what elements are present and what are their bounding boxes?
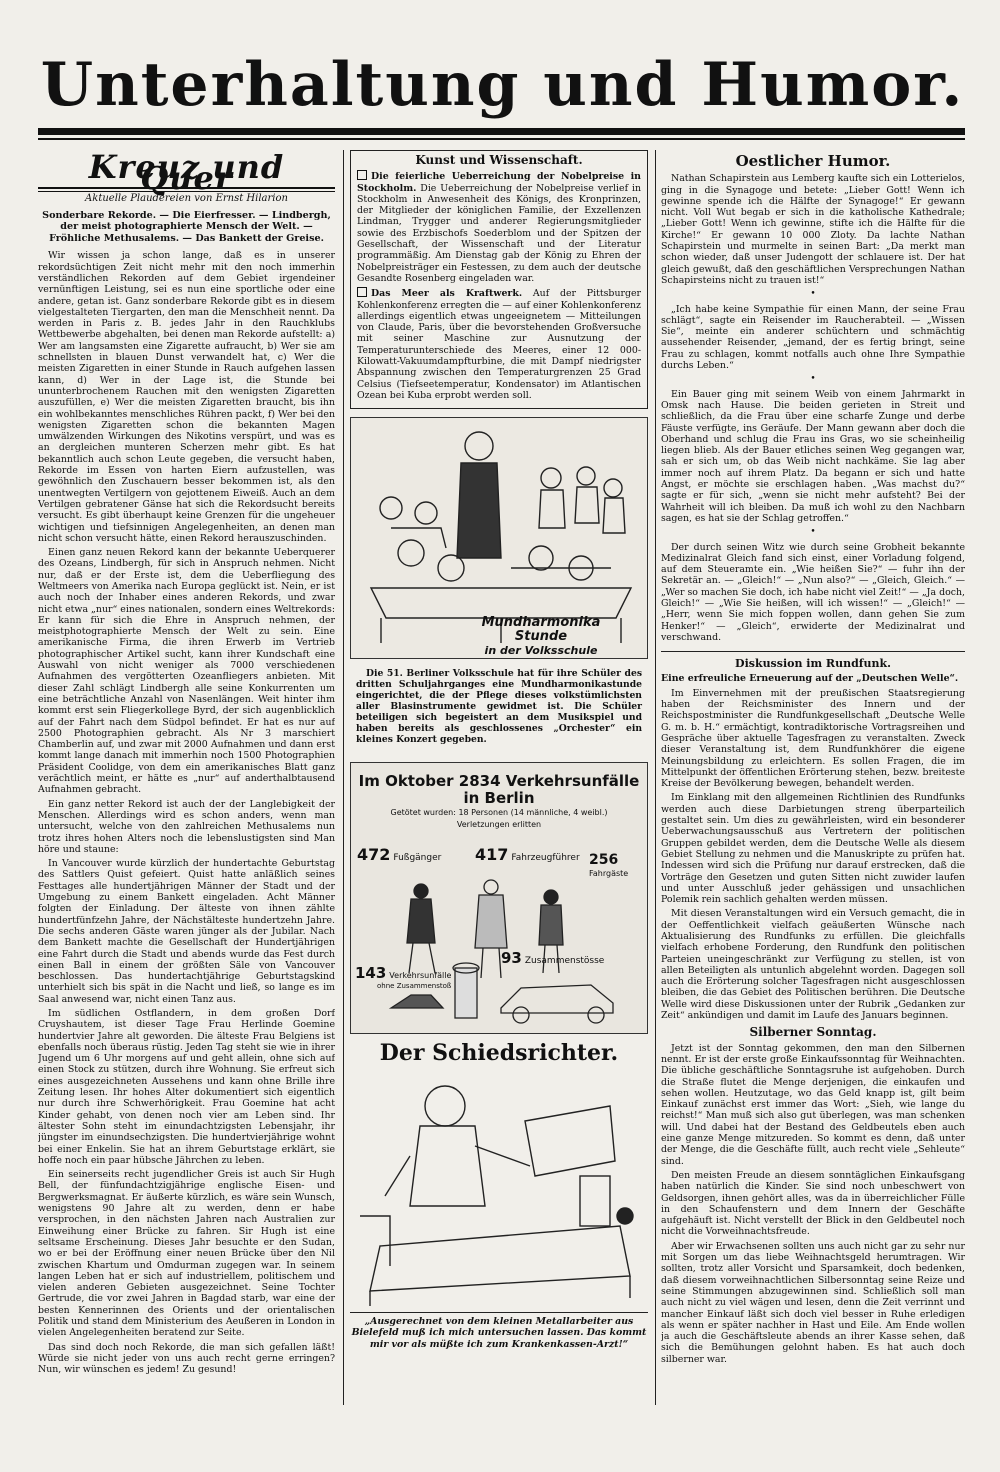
pedestrians-label: Fußgänger [393,853,442,864]
news-item-title: Die feierliche Ueberreichung der Nobelpreise in Stockholm. [357,171,641,194]
stats-title: Im Oktober 2834 Verkehrsunfälle [358,772,640,791]
title-rule-thin [38,138,965,140]
column-divider [343,150,344,1405]
paragraph: Mit diesen Veranstaltungen wird ein Versuch gemacht, die in der Oeffentlichkeit vielfach geäußerten Wünsche nach Aktualisierung des Rundfunks zu erfüllen. Die gleichfalls vielfach erhobene Forderung, den Rundfunk den politischen Parteien uneingeschränkt zur Verfügung zu stellen, ist von allen Beteiligten als untunlich abgelehnt worden. Dagegen soll auch die Erörterung solcher Tagesfragen nicht ausgeschlossen bleiben, die das Gebiet des Politischen berühren. Die Deutsche Welle wird diese Diskussionen unter der Rubrik „Gedanken zur Zeit“ ankündigen und damit im Laufe des Januars beginnen. [661,908,965,1022]
traffic-statistics-graphic [350,762,648,1034]
paragraph: Im Einvernehmen mit der preußischen Staatsregierung haben der Reichsminister des Innern und der Reichspostminister die Rundfunkgesellschaft „Deutsche Welle G. m. b. H.“ ermächtigt, kontradiktorische Vortragsreihen und Gespräche über aktuelle Tagesfragen zu veranstalten. Zweck dieser Veranstaltung ist, dem Rundfunkhörer die eigene Meinungsbildung zu erleichtern. Es sollen Fragen, die im Mittelpunkt der öffentlichen Erörterung stehen, bezw. breiteste Kreise der Bevölkerung bewegen, behandelt werden. [661,687,965,790]
paragraph: Jetzt ist der Sonntag gekommen, den man den Silbernen nennt. Er ist der erste große Einkaufssonntag für Weihnachten. Die übliche geschäftliche Sonntagsruhe ist aufgehoben. Durch die Straße flutet die Menge derjenigen, die einkaufen und sehen wollen. Heutzutage, wo das Geld knapp ist, gilt beim Einkauf zunächst erst immer das Wort: „Sieh, wie lange du reichst!“ Man muß sich also gut überlegen, was man schenken will. Und dabei hat der Bestand des Geldbeutels eben auch eine ganze Menge mitzureden. So kommt es denn, daß unter der Menge, die die Geschäfte füllt, auch recht viele „Sehleute“ sind. [661,1042,965,1167]
separator: • [810,527,816,538]
paragraph: Ein Bauer ging mit seinem Weib von einem Jahrmarkt in Omsk nach Hause. Die beiden gerieten in Streit und schließlich, da die Frau über eine scharfe Zunge und derbe Fäuste verfügte, ins Geräufe. Der Mann gewann aber doch die Oberhand und schlug die Frau ins Gras, wo sie scheinheilig liegen blieb. Als der Bauer etliches seinen Weg gegangen war, sah er sich um, ob das Weib nicht nachkäme. Sie lag aber immer noch auf ihrem Platz. Da begann er sich und hatte Angst, er möchte sie erschlagen haben. „Was machst du?“ sagte er für sich, „wenn sie nicht mehr aufsteht? Bei der Wahrheit will ich bleiben. Da muß ich wohl zu den Nachbarn sagen, es hat sie der Schlag getroffen.“ [661,388,965,524]
column-byline: Aktuelle Plaudereien von Ernst Hilarion [38,191,335,204]
lead-text: Eine erfreuliche Erneuerung auf der „Deutschen Welle“. [661,673,959,685]
checkbox-icon [357,287,367,297]
paragraph: Wir wissen ja schon lange, daß es in unserer rekordsüchtigen Zeit nicht mehr mit den noch immerhin verständlichen Rekorden auf dem Gebiet irgendeiner vernünftigen Leistung, sei es nun eine sportliche oder eine andere, getan ist. Ganz sonderbare Rekorde gibt es in diesem vielgestalteten Tiergarten, den man die Menschheit nennt. Da werden in Paris z. B. jedes Jahr in den Rauchklubs Wettbewerbe abgehalten, bei denen man Rekorde aufstellt: a) Wer am langsamsten eine Zigarette aufraucht, b) Wer sie am schnellsten in blauen Dunst verwandelt hat, c) Wer die meisten Zigaretten in einer Stunde in Rauch aufgehen lassen kann, d) Wer in der Lage ist, die Stunde bei ununterbrochenem Rauchen mit den wenigsten Zigaretten auszufüllen, e) Wer die meisten Zigaretten braucht, bis ihn ein wohlbekanntes menschliches Rühren packt, f) Wer bei den wenigsten Zigaretten schon die bekannten Magen umwälzenden Wirkungen des Nikotins verspürt, und was es an dergleichen munteren Scherzen mehr gibt. Es hat bekanntlich auch schon Leute gegeben, die versucht haben, Rekorde im Essen von harten Eiern aufzustellen, was gewöhnlich den Zuschauern besser bekommen ist, als den unentwegten Vertilgern von gejottenem Eiweiß. Auch an dem Vertilgen gebratener Gänse hat sich die Rekordsucht bereits versucht. Es gibt überhaupt keine Grenzen für die ungeheuer wichtigen und tiefsinnigen Angelegenheiten, an denen man nicht schon versucht hätte, einen Rekord herauszuschinden. [38,250,335,544]
news-item-text: Auf der Pittsburger Kohlenkonferenz erregten die — auf einer Kohlenkonferenz allerdings eigentlich etwas ungeeignetem — Mitteilungen von Claude, Paris, über die bevorstehenden Großversuche mit seiner Maschine zur Ausnutzung der Temperaturunterschiede des Meeres, einer 12 000-Kilowatt-Vakuumdampfturbine, die mit Dampf niedrigster Abspannung zwischen den Temperaturgrenzen 25 Grad Celsius (Tiefseetemperatur, Kondensator) im Atlantischen Ozean bei Kuba erprobt werden soll. [357,288,641,401]
column-divider [655,150,656,1405]
paragraph: Aber wir Erwachsenen sollten uns auch nicht gar zu sehr nur mit Sorgen um das liebe Weihnachtsgeld herumtragen. Wir sollten, trotz aller Vorsicht und Sparsamkeit, doch bedenken, daß diesem vorweihnachtlichen Silbersonntag seine Reize und seine Stimmungen abzugewinnen sind. Schließlich soll man auch nicht zu viel wägen und lesen, denn die Zeit verrinnt und mancher Einkauf läßt sich doch viel besser in Ruhe erledigen als wenn er später nachher in Hast und Eile. Am Ende wollen ja auch die Geschäftsleute abends an ihrer Kasse sehen, daß sich die Bemühungen gelohnt haben. Es hat auch doch silberner war. [661,1240,965,1365]
column-left [38,150,335,1410]
column-middle [350,150,648,1410]
paragraph: Nathan Schapirstein aus Lemberg kaufte sich ein Lotterielos, ging in die Synagoge und betete: „Lieber Gott! Wenn ich gewinne spende ich die Hälfte der Synagoge!“ Er gewann nicht. Voll Wut begab er sich in die katholische Kathedrale; „Lieber Gott! Wenn ich gewinne, stifte ich die Hälfte für die Kirche!“ Er gewann 10 000 Zloty. Da lachte Nathan Schapirstein und murmelte in seinen Bart: „Da merkt man schon wieder, daß unser Judengott der schlauere ist. Der hat gleich gewußt, daß den geschäftlichen Versprechungen Nathan Schapirsteins nicht zu trauen ist!“ [661,173,965,286]
paragraph: Im Einklang mit den allgemeinen Richtlinien des Rundfunks werden auch diese Darbietungen streng überparteilich gestaltet sein. Um dies zu gewährleisten, wird ein besonderer Ueberwachungsausschuß aus Vertretern der politischen Gruppen gebildet werden, dem die Deutsche Welle als diesem Gebiet Stellung zu nehmen und die Manuskripte zu prüfen hat. Indessen wird sich die Prüfung nur darauf erstrecken, daß die Vorträge den Gesetzen und guten Sitten nicht zuwider laufen und unter Ausschluß jeder gehässigen und unsachlichen Polemik rein sachlich gehalten werden müssen. [661,792,965,906]
harmonica-photo [350,417,648,659]
accidents-count: 143 [355,964,387,983]
paragraph: Im südlichen Ostflandern, in dem großen Dorf Cruyshautem, ist dieser Tage Frau Herlinde Goemine hundertvier Jahre alt geworden. Die älteste Frau Belgiens ist ebenfalls noch überaus rüstig. Jeden Tag steht sie wie in ihrer Jugend um 6 Uhr morgens auf und geht allein, ohne sich auf einen Stock zu stützen, durch ihre Wohnung. Sie erfreut sich eines ausgezeichneten Aussehens und kann ohne Brille ihre Zeitung lesen. Ihr hohes Alter dokumentiert sich eigentlich nur durch ihre Schwerhörigkeit. Frau Goemine hat acht Kinder gehabt, von denen noch vier am Leben sind. Ihr ältester Sohn steht im einundachtzigsten Lebensjahr, ihr jüngster im einundsechzigsten. Die hundertvierjährige wohnt bei einer Enkelin. Sie hat an ihrem Geburtstage erklärt, sie hoffe noch ein paar hübsche Jährchen zu leben. [38,1007,335,1166]
stats-injured: Verletzungen erlitten [456,819,542,829]
news-item [357,287,641,401]
accidents-label: Verkehrsunfälle [389,971,452,981]
collisions-label: Zusammenstösse [524,956,605,967]
separator: • [810,374,816,385]
separator: • [810,289,816,300]
news-item [357,170,641,284]
paragraph: Den meisten Freude an diesem sonntäglichen Einkaufsgang haben natürlich die Kinder. Sie sind noch unbeschwert von Geldsorgen, ihnen gehört alles, was da in überreichlicher Fülle in den Schaufenstern und dem Innern der Geschäfte aufgehäuft ist. Nicht verstellt der Blick in den Geldbeutel noch nicht die Vorweihnachtsfreude. [661,1169,965,1238]
title-rule-thick [38,128,965,135]
section-heading: Diskussion im Rundfunk. [735,657,891,671]
comic-illustration-frame [350,1066,648,1306]
section-heading: Silberner Sonntag. [749,1025,877,1040]
stats-title: in Berlin [463,789,535,808]
checkbox-icon [357,170,367,180]
paragraph: Das sind doch noch Rekorde, die man sich gefallen läßt! Würde sie nicht jeder von uns auch recht gerne erringen? Nun, wir wünschen es jedem! Zu gesund! [38,1341,335,1376]
passengers-label: Fahrgäste [589,868,629,878]
drivers-label: Fahrzeugführer [511,853,580,864]
accidents-sublabel: ohne Zusammenstoß [377,982,452,991]
article-subtitle: Sonderbare Rekorde. — Die Eierfresser. — Lindbergh, der meist photographierte Mensch der Welt. — Fröhliche Methusalems. — Das Bankett der Greise. [42,209,331,244]
photo-caption: Die 51. Berliner Volksschule hat für ihre Schüler des dritten Schuljahrganges eine Mundharmonikastunde eingerichtet, die der Pflege dieses volkstümlichsten aller Blasinstrumente gewidmet ist. Die Schüler beteiligen sich begeistert an dem Musikspiel und haben bereits als geschlossenes „Orchester“ ein kleines Konzert gegeben. [356,668,642,746]
photo-label: in der Volksschule [484,644,598,658]
comic-illustration [350,1066,646,1306]
drivers-count: 417 [475,845,509,865]
paragraph: Der durch seinen Witz wie durch seine Grobheit bekannte Medizinalrat Gleich fand sich einst, einer Vorladung folgend, auf dem Steueramte ein. „Wie heißen Sie?“ — fuhr ihn der Sekretär an. — „Gleich!“ — „Nun also?“ — „Gleich, Gleich.“ — „Wer so machen Sie doch, ich habe nicht viel Zeit!“ — „Ja doch, Gleich!“ — „Wie Sie heißen, will ich wissen!“ — „Gleich!“ — „Herr, wenn Sie mich foppen wollen, dann gehen Sie zum Henker!“ — „Gleich“, erwiderte der Medizinalrat und verschwand. [661,541,965,643]
paragraph: Einen ganz neuen Rekord kann der bekannte Ueberquerer des Ozeans, Lindbergh, für sich in Anspruch nehmen. Nicht nur, daß er der Erste ist, dem die Ueberfliegung des Weltmeers von Amerika nach Europa geglückt ist. Nein, er ist auch noch der Inhaber eines anderen Rekords, und zwar nicht etwa „nur“ eines nationalen, sondern eines Weltrekords: Er kann für sich die Ehre in Anspruch nehmen, der meistphotographierte Mensch der Welt zu sein. Eine amerikanische Firma, die ihren Erwerb im Vertrieb photographischer Artikel sucht, kann ihrer Kundschaft eine Auswahl von nicht weniger als 7000 verschiedenen Aufnahmen des vergötterten Ozeanfliegers anbieten. Mit dieser Zahl schlägt Lindbergh alle seine Konkurrenten um eine beträchtliche Anzahl von Nasenlängen. Weit hinter ihm kommt erst sein Fliegerkollege Byrd, der sich augenblicklich auf der Fahrt nach dem Südpol befindet. Er hat es nur auf 2500 Photographien gebracht. Als Nr 3 marschiert Chamberlin auf, und zwar mit 2000 Aufnahmen und dann erst kommt lange danach mit immerhin noch 1500 Photographien Präsident Coolidge, von dem ein amerikanisches Blatt ganz verächtlich meint, er hätte es „nur“ auf anderthalbtausend Aufnahmen gebracht. [38,547,335,796]
paragraph: Ein ganz netter Rekord ist auch der der Langlebigkeit der Menschen. Allerdings wird es schon anders, wenn man untersucht, welche von den zahlreichen Methusalems nun trotz ihres hohen Alters noch die lebenslustigsten sind Man höre und staune: [38,798,335,855]
column-right [661,150,965,1410]
paragraph: Ein seinerseits recht jugendlicher Greis ist auch Sir Hugh Bell, der fünfundachtzigjährige englische Eisen- und Bergwerksmagnat. Er äußerte kürzlich, es wäre sein Wunsch, wenigstens 90 Jahre alt zu werden, denn er habe versprochen, in den nächsten Jahren nach Australien zur Einweihung einer Brücke zu fahren. Sir Hugh ist eine seltsame Erscheinung. Dieses Jahr besuchte er den Sudan, wo er bei der Eröffnung einer neuen Brücke über den Nil zwischen Khartum und Omdurman zugegen war. In seinem langen Leben hat er sich auf industriellem, politischem und vielen anderen Gebieten ausgezeichnet. Seine Tochter Gertrude, die vor zwei Jahren in Bagdad starb, war eine der besten Kennerinnen des Orients und der orientalischen Politik und stand dem Ministerium des Aeußeren in London in vielen Angelegenheiten beratend zur Seite. [38,1169,335,1339]
news-item-text: Die Ueberreichung der Nobelpreise verlief in Stockholm in Anwesenheit des Königs, des Kronprinzen, der Mitglieder der königlichen Familie, der Exzellenzen Lindman, Trygger und anderer Regierungsmitglieder sowie des Erzbischofs Soederblom und der Spitzen der Gesellschaft, der Wissenschaft und der Literatur programmäßig. Am Dienstag gab der König zu Ehren der Nobelpreisträger ein Festessen, zu dem auch der deutsche Gesandte Rosenberg eingeladen war. [357,182,641,284]
passengers-count: 256 [589,852,619,869]
column-logo: Kreuz und Quer [38,162,335,189]
pedestrians-count: 472 [357,845,391,865]
page-title: Unterhaltung und Humor. [40,50,965,120]
collisions-count: 93 [501,949,522,968]
photo-label: Mundharmonika Stunde [481,615,601,645]
stats-killed: Getötet wurden: 18 Personen (14 männliche, 4 weibl.) [390,808,608,818]
news-item-title: Das Meer als Kraftwerk. [371,288,523,300]
paragraph: In Vancouver wurde kürzlich der hundertachte Geburtstag des Sattlers Quist gefeiert. Quist hatte anläßlich seines Festtages alle hundertjährigen Männer der Stadt und der Umgebung zu einem Bankett eingeladen. Acht Männer folgten der Einladung. Der älteste von ihnen zählte hundertfünfzehn Jahre, der Nächstälteste hundertzehn Jahre. Die sechs anderen Gäste waren jünger als der Jubilar. Nach dem Bankett machte die Gesellschaft der Hundertjährigen eine Fahrt durch die Stadt und abends wurde das Fest durch einen Ball in einem der größten Säle von Vancouver beschlossen. Das hundertachtjährige Geburtstagskind unterhielt sich bis spät in die Nacht und ließ, so lange es im Saal anwesend war, nicht einen Tanz aus. [38,858,335,1005]
comic-title: Der Schiedsrichter. [379,1040,619,1067]
section-divider [661,651,965,652]
section-heading: Oestlicher Humor. [735,152,891,170]
paragraph: „Ich habe keine Sympathie für einen Mann, der seine Frau schlägt“, sagte ein Reisender im Raucherabteil. — „Wissen Sie“, meinte ein anderer schüchtern und schmächtig aussehender Reisender, „jemand, der es fertig bringt, seine Frau zu schlagen, kommt notfalls auch ohne Ihre Sympathie durchs Leben.“ [661,303,965,372]
science-box [350,150,648,409]
section-heading: Kunst und Wissenschaft. [415,153,583,167]
comic-caption: „Ausgerechnet von dem kleinen Metallarbeiter aus Bielefeld muß ich mich untersuchen lassen. Das kommt mir vor als müßte ich zum Krankenkassen-Arzt!“ [350,1312,648,1351]
